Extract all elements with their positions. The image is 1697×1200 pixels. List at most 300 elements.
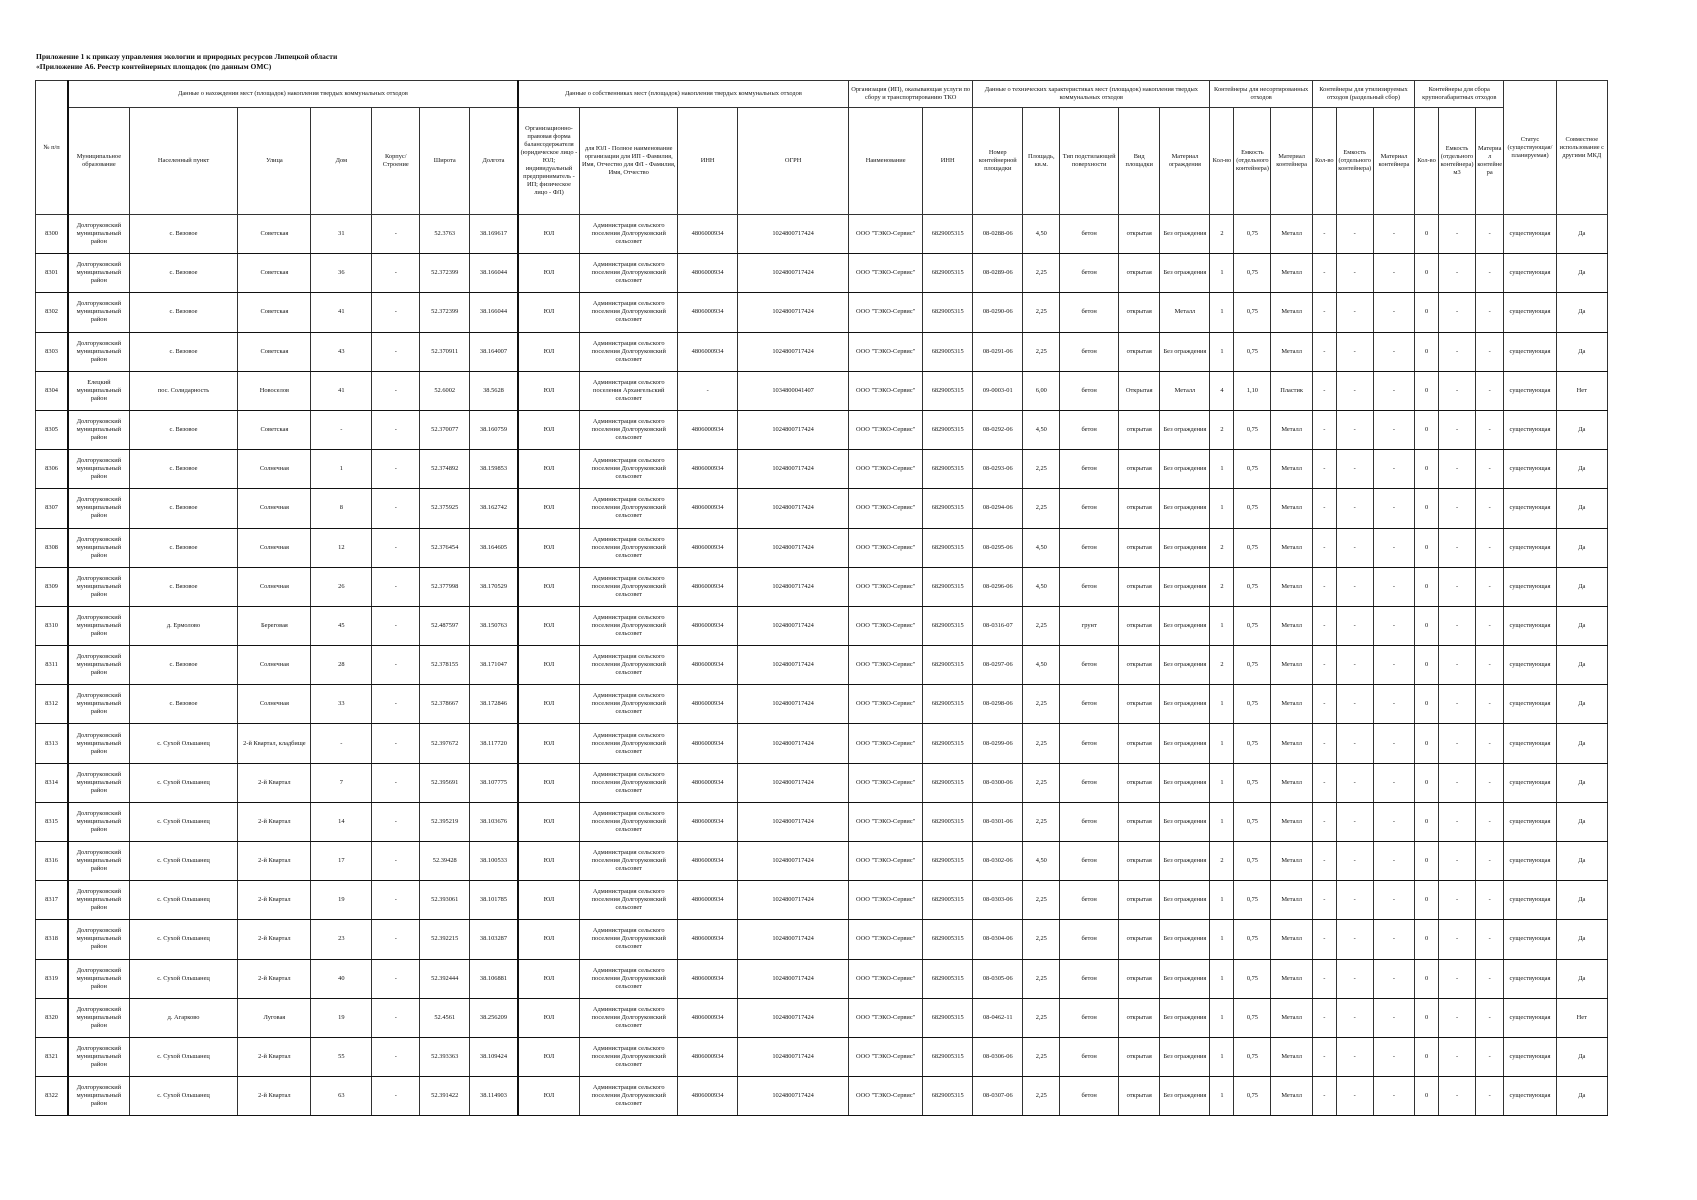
cell-row-number: 8316 (36, 842, 69, 881)
cell-fence-material: Без ограждения (1160, 724, 1210, 763)
cell-owner-name: Администрация сельского поселения Долгоруковский сельсовет (580, 215, 678, 254)
cell-owner-ogrn: 1024800717424 (738, 332, 849, 371)
cell-owner-form: ЮЛ (518, 410, 580, 449)
cell-municipality: Долгоруковский муниципальный район (68, 881, 129, 920)
cell-bulky-count: 0 (1415, 998, 1439, 1037)
cell-status: существующая (1504, 254, 1556, 293)
cell-owner-ogrn: 1024800717424 (738, 646, 849, 685)
cell-shared-use: Да (1556, 332, 1607, 371)
cell-recyclable-material: - (1373, 371, 1414, 410)
cell-shared-use: Да (1556, 410, 1607, 449)
cell-unsorted-material: Металл (1271, 685, 1312, 724)
cell-unsorted-material: Металл (1271, 724, 1312, 763)
cell-street: 2-й Квартал, кладбище (238, 724, 311, 763)
cell-site-type: открытая (1119, 489, 1160, 528)
cell-site-number: 09-0003-01 (973, 371, 1023, 410)
cell-settlement: с. Вязовое (129, 646, 238, 685)
cell-site-number: 08-0294-06 (973, 489, 1023, 528)
cell-municipality: Долгоруковский муниципальный район (68, 606, 129, 645)
cell-unsorted-capacity: 0,75 (1234, 685, 1271, 724)
cell-longitude: 38.256209 (470, 998, 518, 1037)
cell-recyclable-capacity: - (1336, 685, 1373, 724)
cell-recyclable-capacity: - (1336, 920, 1373, 959)
cell-bulky-material: - (1476, 254, 1504, 293)
cell-owner-inn: 4806000934 (678, 489, 738, 528)
cell-surface-type: бетон (1060, 842, 1119, 881)
cell-latitude: 52.487597 (420, 606, 470, 645)
cell-unsorted-material: Металл (1271, 998, 1312, 1037)
cell-owner-ogrn: 1024800717424 (738, 489, 849, 528)
cell-unsorted-capacity: 0,75 (1234, 489, 1271, 528)
cell-street: Советская (238, 215, 311, 254)
cell-unsorted-count: 1 (1210, 802, 1234, 841)
cell-owner-name: Администрация сельского поселения Долгоруковский сельсовет (580, 763, 678, 802)
cell-operator-inn: 6829005315 (923, 215, 973, 254)
cell-unsorted-capacity: 0,75 (1234, 724, 1271, 763)
cell-row-number: 8310 (36, 606, 69, 645)
group-header-unsorted-containers: Контейнеры для несортированных отходов (1210, 81, 1312, 108)
cell-operator-name: ООО "ТЭКО-Сервис" (849, 763, 923, 802)
cell-unsorted-capacity: 0,75 (1234, 450, 1271, 489)
cell-site-type: открытая (1119, 685, 1160, 724)
cell-house: 40 (311, 959, 372, 998)
cell-longitude: 38.100533 (470, 842, 518, 881)
cell-owner-form: ЮЛ (518, 881, 580, 920)
col-header: ОГРН (738, 108, 849, 215)
cell-owner-ogrn: 1024800717424 (738, 254, 849, 293)
cell-unsorted-material: Металл (1271, 1037, 1312, 1076)
cell-recyclable-material: - (1373, 567, 1414, 606)
cell-owner-form: ЮЛ (518, 450, 580, 489)
cell-unsorted-count: 1 (1210, 1037, 1234, 1076)
table-row (36, 724, 1608, 763)
cell-bulky-material: - (1476, 685, 1504, 724)
cell-owner-name: Администрация сельского поселения Долгоруковский сельсовет (580, 842, 678, 881)
cell-area: 4,50 (1023, 528, 1060, 567)
cell-site-type: открытая (1119, 1077, 1160, 1116)
cell-bulky-capacity: - (1439, 998, 1476, 1037)
cell-recyclable-capacity: - (1336, 450, 1373, 489)
cell-recyclable-capacity: - (1336, 1077, 1373, 1116)
cell-building: - (372, 920, 420, 959)
col-header: Номер контейнерной площадки (973, 108, 1023, 215)
col-header: Статус (существующая/ планируемая) (1504, 81, 1556, 215)
cell-operator-inn: 6829005315 (923, 685, 973, 724)
cell-recyclable-capacity: - (1336, 724, 1373, 763)
cell-street: Солнечная (238, 489, 311, 528)
cell-building: - (372, 842, 420, 881)
col-header: Материал контейнера (1373, 108, 1414, 215)
cell-status: существующая (1504, 881, 1556, 920)
cell-surface-type: бетон (1060, 920, 1119, 959)
cell-unsorted-material: Металл (1271, 254, 1312, 293)
cell-area: 2,25 (1023, 959, 1060, 998)
cell-unsorted-count: 1 (1210, 959, 1234, 998)
table-row (36, 215, 1608, 254)
cell-unsorted-count: 1 (1210, 293, 1234, 332)
cell-owner-ogrn: 1024800717424 (738, 763, 849, 802)
cell-operator-name: ООО "ТЭКО-Сервис" (849, 724, 923, 763)
cell-settlement: с. Вязовое (129, 685, 238, 724)
cell-bulky-count: 0 (1415, 724, 1439, 763)
cell-recyclable-material: - (1373, 606, 1414, 645)
cell-site-number: 08-0289-06 (973, 254, 1023, 293)
cell-settlement: с. Сухой Ольшанец (129, 1077, 238, 1116)
cell-status: существующая (1504, 1037, 1556, 1076)
cell-municipality: Елецкий муниципальный район (68, 371, 129, 410)
cell-longitude: 38.103676 (470, 802, 518, 841)
cell-status: существующая (1504, 450, 1556, 489)
col-header: Населенный пункт (129, 108, 238, 215)
table-row (36, 410, 1608, 449)
cell-recyclable-capacity: - (1336, 567, 1373, 606)
cell-longitude: 38.169617 (470, 215, 518, 254)
cell-municipality: Долгоруковский муниципальный район (68, 685, 129, 724)
cell-latitude: 52.397672 (420, 724, 470, 763)
cell-operator-name: ООО "ТЭКО-Сервис" (849, 293, 923, 332)
cell-owner-inn: 4806000934 (678, 1037, 738, 1076)
cell-operator-inn: 6829005315 (923, 606, 973, 645)
cell-site-type: Открытая (1119, 371, 1160, 410)
cell-unsorted-material: Металл (1271, 606, 1312, 645)
cell-recyclable-capacity: - (1336, 528, 1373, 567)
cell-owner-name: Администрация сельского поселения Долгоруковский сельсовет (580, 920, 678, 959)
cell-recyclable-material: - (1373, 802, 1414, 841)
cell-owner-inn: 4806000934 (678, 606, 738, 645)
cell-bulky-capacity: - (1439, 215, 1476, 254)
cell-bulky-count: 0 (1415, 254, 1439, 293)
cell-site-type: открытая (1119, 1037, 1160, 1076)
cell-operator-name: ООО "ТЭКО-Сервис" (849, 528, 923, 567)
cell-settlement: с. Сухой Ольшанец (129, 959, 238, 998)
cell-row-number: 8317 (36, 881, 69, 920)
cell-bulky-count: 0 (1415, 920, 1439, 959)
cell-fence-material: Без ограждения (1160, 450, 1210, 489)
cell-operator-name: ООО "ТЭКО-Сервис" (849, 920, 923, 959)
cell-unsorted-capacity: 0,75 (1234, 293, 1271, 332)
cell-unsorted-material: Металл (1271, 920, 1312, 959)
cell-operator-name: ООО "ТЭКО-Сервис" (849, 646, 923, 685)
cell-operator-inn: 6829005315 (923, 763, 973, 802)
cell-building: - (372, 450, 420, 489)
cell-unsorted-count: 1 (1210, 920, 1234, 959)
col-header: Материал контейнера (1476, 108, 1504, 215)
cell-surface-type: бетон (1060, 489, 1119, 528)
cell-recyclable-material: - (1373, 215, 1414, 254)
cell-site-type: открытая (1119, 528, 1160, 567)
cell-owner-inn: 4806000934 (678, 410, 738, 449)
cell-municipality: Долгоруковский муниципальный район (68, 1037, 129, 1076)
cell-status: существующая (1504, 1077, 1556, 1116)
cell-building: - (372, 959, 420, 998)
cell-site-type: открытая (1119, 881, 1160, 920)
cell-site-type: открытая (1119, 802, 1160, 841)
cell-owner-form: ЮЛ (518, 724, 580, 763)
cell-owner-name: Администрация сельского поселения Долгоруковский сельсовет (580, 998, 678, 1037)
cell-bulky-material: - (1476, 920, 1504, 959)
cell-unsorted-capacity: 0,75 (1234, 606, 1271, 645)
cell-recyclable-count: - (1312, 332, 1336, 371)
cell-owner-name: Администрация сельского поселения Долгоруковский сельсовет (580, 332, 678, 371)
cell-unsorted-count: 2 (1210, 567, 1234, 606)
cell-unsorted-material: Металл (1271, 567, 1312, 606)
cell-recyclable-count: - (1312, 1077, 1336, 1116)
cell-operator-name: ООО "ТЭКО-Сервис" (849, 332, 923, 371)
cell-site-type: открытая (1119, 646, 1160, 685)
cell-house: 12 (311, 528, 372, 567)
cell-owner-ogrn: 1024800717424 (738, 920, 849, 959)
cell-bulky-count: 0 (1415, 215, 1439, 254)
cell-owner-name: Администрация сельского поселения Долгоруковский сельсовет (580, 410, 678, 449)
cell-operator-name: ООО "ТЭКО-Сервис" (849, 254, 923, 293)
cell-owner-inn: - (678, 371, 738, 410)
cell-bulky-capacity: - (1439, 959, 1476, 998)
cell-latitude: 52.370911 (420, 332, 470, 371)
cell-recyclable-capacity: - (1336, 293, 1373, 332)
cell-municipality: Долгоруковский муниципальный район (68, 646, 129, 685)
cell-longitude: 38.160759 (470, 410, 518, 449)
cell-owner-ogrn: 1024800717424 (738, 881, 849, 920)
cell-unsorted-capacity: 0,75 (1234, 881, 1271, 920)
cell-status: существующая (1504, 215, 1556, 254)
cell-surface-type: бетон (1060, 998, 1119, 1037)
cell-recyclable-material: - (1373, 293, 1414, 332)
cell-fence-material: Без ограждения (1160, 332, 1210, 371)
cell-recyclable-capacity: - (1336, 842, 1373, 881)
cell-building: - (372, 646, 420, 685)
cell-recyclable-material: - (1373, 528, 1414, 567)
cell-operator-name: ООО "ТЭКО-Сервис" (849, 802, 923, 841)
cell-surface-type: бетон (1060, 332, 1119, 371)
cell-owner-inn: 4806000934 (678, 802, 738, 841)
cell-building: - (372, 881, 420, 920)
cell-unsorted-capacity: 1,10 (1234, 371, 1271, 410)
cell-street: Солнечная (238, 567, 311, 606)
cell-recyclable-material: - (1373, 410, 1414, 449)
cell-municipality: Долгоруковский муниципальный район (68, 1077, 129, 1116)
cell-house: 43 (311, 332, 372, 371)
cell-owner-ogrn: 1024800717424 (738, 606, 849, 645)
cell-recyclable-material: - (1373, 646, 1414, 685)
cell-latitude: 52.372399 (420, 293, 470, 332)
cell-settlement: с. Сухой Ольшанец (129, 842, 238, 881)
col-header: ИНН (923, 108, 973, 215)
cell-building: - (372, 685, 420, 724)
cell-building: - (372, 371, 420, 410)
cell-owner-ogrn: 1024800717424 (738, 528, 849, 567)
cell-shared-use: Да (1556, 215, 1607, 254)
cell-site-type: открытая (1119, 724, 1160, 763)
cell-unsorted-capacity: 0,75 (1234, 802, 1271, 841)
cell-unsorted-capacity: 0,75 (1234, 528, 1271, 567)
cell-status: существующая (1504, 685, 1556, 724)
cell-recyclable-count: - (1312, 489, 1336, 528)
col-header: Емкость (отдельного контейнера) (1234, 108, 1271, 215)
cell-owner-name: Администрация сельского поселения Долгоруковский сельсовет (580, 959, 678, 998)
cell-owner-name: Администрация сельского поселения Долгоруковский сельсовет (580, 881, 678, 920)
cell-recyclable-capacity: - (1336, 646, 1373, 685)
cell-shared-use: Да (1556, 842, 1607, 881)
cell-bulky-capacity: - (1439, 293, 1476, 332)
table-row (36, 528, 1608, 567)
cell-status: существующая (1504, 959, 1556, 998)
cell-settlement: с. Вязовое (129, 215, 238, 254)
cell-bulky-capacity: - (1439, 763, 1476, 802)
cell-bulky-capacity: - (1439, 724, 1476, 763)
cell-bulky-material: - (1476, 293, 1504, 332)
table-row (36, 489, 1608, 528)
cell-house: 63 (311, 1077, 372, 1116)
cell-recyclable-material: - (1373, 881, 1414, 920)
cell-recyclable-count: - (1312, 842, 1336, 881)
cell-bulky-capacity: - (1439, 685, 1476, 724)
cell-recyclable-capacity: - (1336, 606, 1373, 645)
cell-recyclable-material: - (1373, 254, 1414, 293)
cell-shared-use: Да (1556, 959, 1607, 998)
cell-recyclable-material: - (1373, 920, 1414, 959)
cell-row-number: 8320 (36, 998, 69, 1037)
cell-owner-ogrn: 1024800717424 (738, 450, 849, 489)
cell-owner-name: Администрация сельского поселения Долгоруковский сельсовет (580, 450, 678, 489)
cell-operator-inn: 6829005315 (923, 920, 973, 959)
cell-site-number: 08-0462-11 (973, 998, 1023, 1037)
cell-owner-form: ЮЛ (518, 606, 580, 645)
cell-area: 2,25 (1023, 606, 1060, 645)
cell-settlement: с. Вязовое (129, 332, 238, 371)
cell-owner-form: ЮЛ (518, 685, 580, 724)
cell-operator-name: ООО "ТЭКО-Сервис" (849, 685, 923, 724)
cell-operator-name: ООО "ТЭКО-Сервис" (849, 1077, 923, 1116)
cell-recyclable-count: - (1312, 371, 1336, 410)
cell-area: 6,00 (1023, 371, 1060, 410)
cell-bulky-material: - (1476, 489, 1504, 528)
cell-site-type: открытая (1119, 332, 1160, 371)
cell-area: 2,25 (1023, 920, 1060, 959)
cell-street: Новоселов (238, 371, 311, 410)
cell-recyclable-material: - (1373, 1077, 1414, 1116)
cell-area: 4,50 (1023, 842, 1060, 881)
table-row (36, 1077, 1608, 1116)
cell-latitude: 52.375925 (420, 489, 470, 528)
cell-recyclable-count: - (1312, 881, 1336, 920)
cell-site-type: открытая (1119, 998, 1160, 1037)
cell-row-number: 8304 (36, 371, 69, 410)
table-header (36, 81, 1608, 215)
cell-owner-form: ЮЛ (518, 802, 580, 841)
cell-house: 17 (311, 842, 372, 881)
col-header: № п/п (36, 81, 69, 215)
cell-bulky-count: 0 (1415, 685, 1439, 724)
cell-unsorted-count: 4 (1210, 371, 1234, 410)
cell-area: 2,25 (1023, 802, 1060, 841)
cell-unsorted-material: Металл (1271, 842, 1312, 881)
cell-owner-inn: 4806000934 (678, 842, 738, 881)
cell-surface-type: бетон (1060, 646, 1119, 685)
cell-owner-name: Администрация сельского поселения Долгоруковский сельсовет (580, 1037, 678, 1076)
cell-unsorted-count: 2 (1210, 215, 1234, 254)
cell-owner-ogrn: 1024800717424 (738, 842, 849, 881)
cell-building: - (372, 489, 420, 528)
cell-unsorted-capacity: 0,75 (1234, 920, 1271, 959)
cell-site-type: открытая (1119, 410, 1160, 449)
cell-street: Советская (238, 293, 311, 332)
cell-bulky-capacity: - (1439, 371, 1476, 410)
cell-owner-inn: 4806000934 (678, 763, 738, 802)
cell-unsorted-material: Металл (1271, 450, 1312, 489)
cell-recyclable-count: - (1312, 920, 1336, 959)
cell-row-number: 8315 (36, 802, 69, 841)
cell-unsorted-capacity: 0,75 (1234, 842, 1271, 881)
cell-area: 4,50 (1023, 646, 1060, 685)
cell-house: 28 (311, 646, 372, 685)
cell-operator-inn: 6829005315 (923, 842, 973, 881)
cell-unsorted-count: 2 (1210, 646, 1234, 685)
cell-street: Береговая (238, 606, 311, 645)
col-header: Материал ограждения (1160, 108, 1210, 215)
cell-building: - (372, 763, 420, 802)
cell-municipality: Долгоруковский муниципальный район (68, 802, 129, 841)
cell-status: существующая (1504, 489, 1556, 528)
table-row (36, 450, 1608, 489)
col-header: Организационно-правовая форма балансодержателя (юридическое лицо - ЮЛ; индивидуальный предприниматель - ИП; физическое лицо - ФЛ) (518, 108, 580, 215)
cell-settlement: с. Вязовое (129, 528, 238, 567)
cell-house: 41 (311, 371, 372, 410)
cell-recyclable-count: - (1312, 567, 1336, 606)
cell-owner-ogrn: 1024800717424 (738, 802, 849, 841)
cell-owner-ogrn: 1024800717424 (738, 410, 849, 449)
col-header: Вид площадки (1119, 108, 1160, 215)
cell-row-number: 8300 (36, 215, 69, 254)
table-row (36, 881, 1608, 920)
cell-shared-use: Да (1556, 724, 1607, 763)
cell-area: 4,50 (1023, 567, 1060, 606)
cell-site-number: 08-0300-06 (973, 763, 1023, 802)
cell-longitude: 38.101785 (470, 881, 518, 920)
cell-bulky-capacity: - (1439, 489, 1476, 528)
cell-bulky-material: - (1476, 332, 1504, 371)
cell-surface-type: бетон (1060, 724, 1119, 763)
cell-owner-name: Администрация сельского поселения Долгоруковский сельсовет (580, 254, 678, 293)
table-row (36, 802, 1608, 841)
cell-status: существующая (1504, 371, 1556, 410)
cell-settlement: с. Сухой Ольшанец (129, 763, 238, 802)
cell-shared-use: Да (1556, 293, 1607, 332)
cell-operator-inn: 6829005315 (923, 881, 973, 920)
cell-unsorted-capacity: 0,75 (1234, 1037, 1271, 1076)
cell-street: Советская (238, 410, 311, 449)
cell-latitude: 52.378667 (420, 685, 470, 724)
cell-bulky-capacity: - (1439, 567, 1476, 606)
cell-street: Солнечная (238, 646, 311, 685)
cell-site-number: 08-0298-06 (973, 685, 1023, 724)
cell-latitude: 52.376454 (420, 528, 470, 567)
col-header: Улица (238, 108, 311, 215)
cell-area: 2,25 (1023, 763, 1060, 802)
cell-street: Солнечная (238, 685, 311, 724)
cell-latitude: 52.378155 (420, 646, 470, 685)
cell-owner-inn: 4806000934 (678, 998, 738, 1037)
cell-bulky-capacity: - (1439, 410, 1476, 449)
cell-longitude: 38.171047 (470, 646, 518, 685)
cell-bulky-capacity: - (1439, 646, 1476, 685)
cell-municipality: Долгоруковский муниципальный район (68, 920, 129, 959)
cell-surface-type: бетон (1060, 763, 1119, 802)
col-header: Емкость (отдельного контейнера) (1336, 108, 1373, 215)
table-body (36, 215, 1608, 1116)
cell-settlement: с. Вязовое (129, 410, 238, 449)
cell-unsorted-count: 1 (1210, 998, 1234, 1037)
cell-longitude: 38.117720 (470, 724, 518, 763)
